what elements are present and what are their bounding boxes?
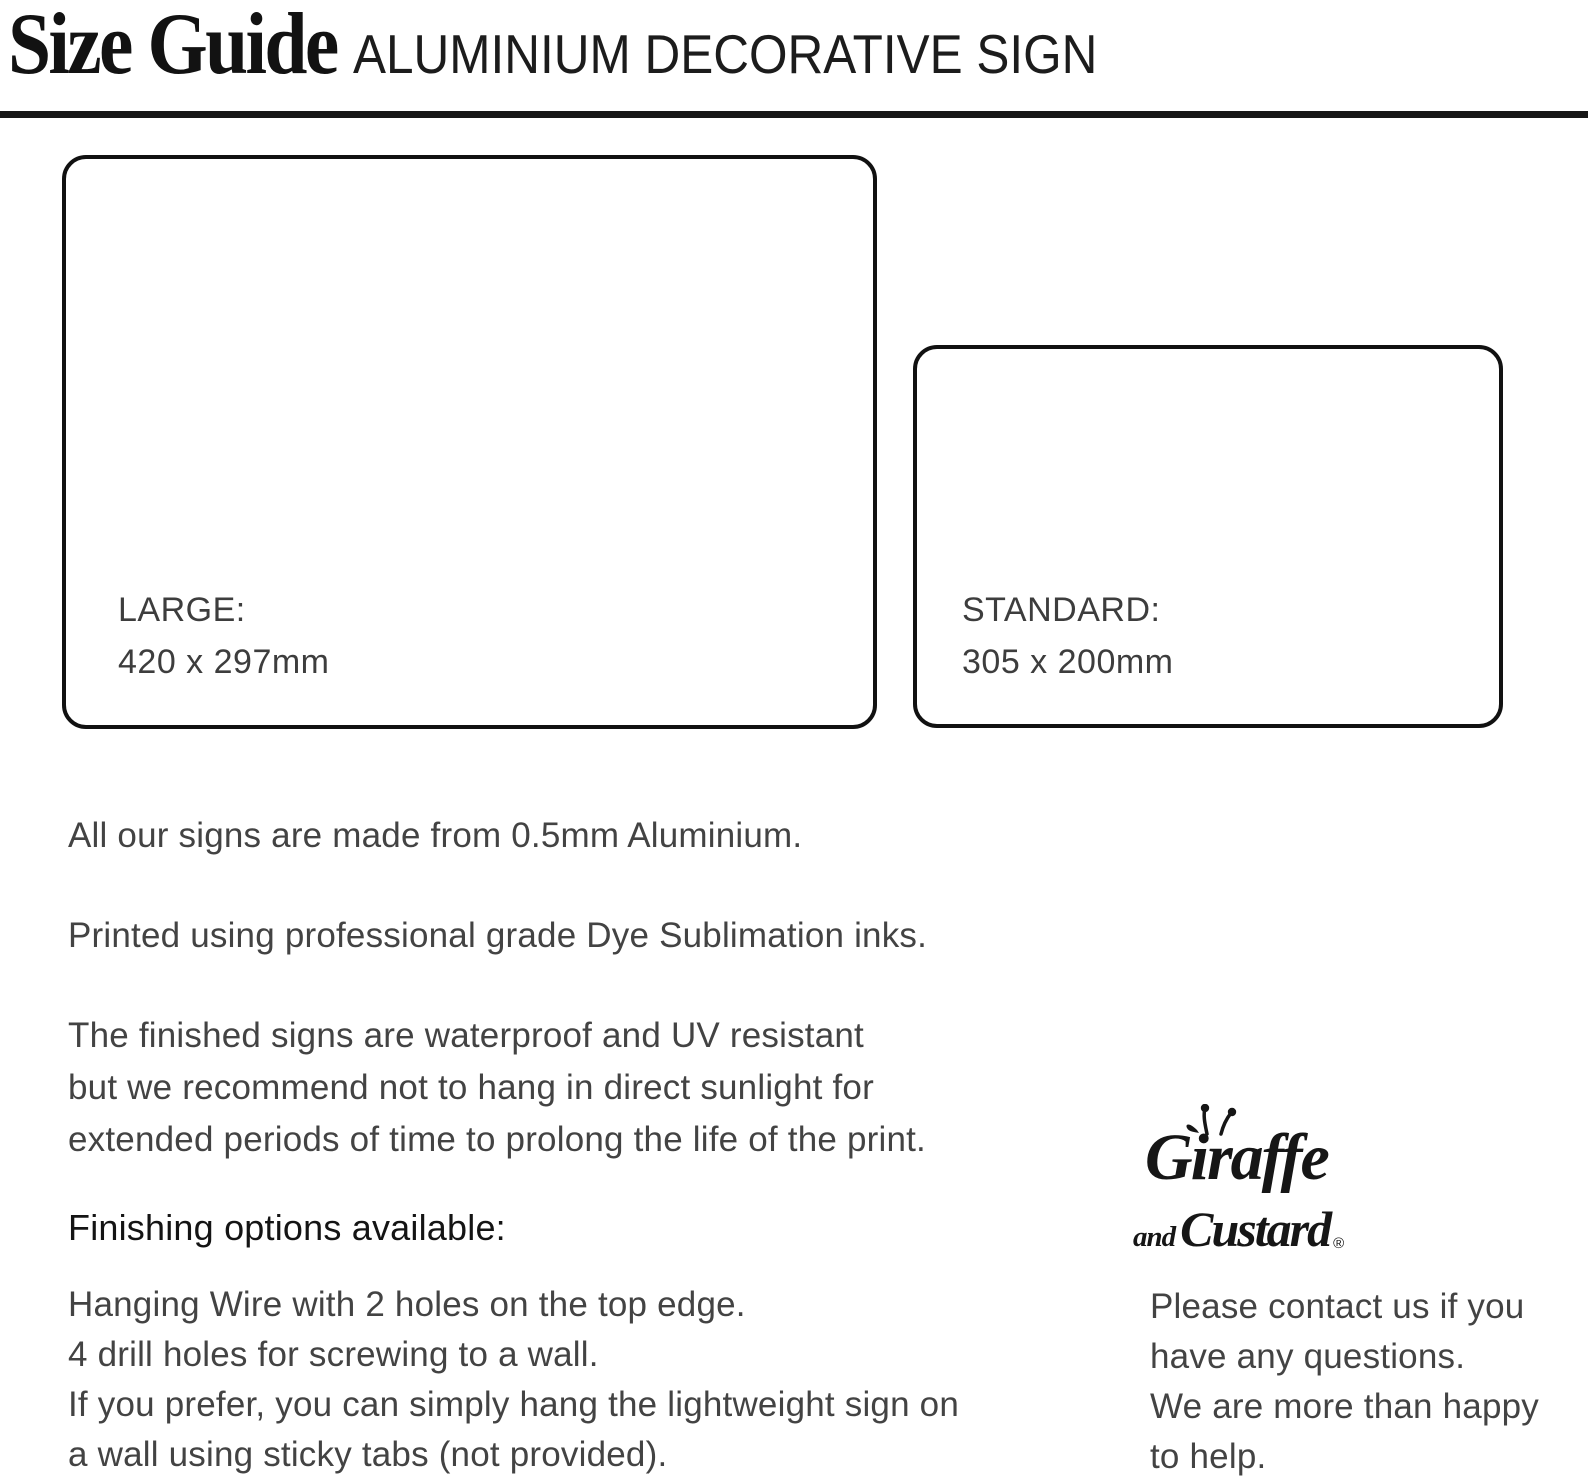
paragraph-durability-line3: extended periods of time to prolong the life of the print. xyxy=(68,1120,926,1159)
finishing-options-heading: Finishing options available: xyxy=(68,1207,506,1248)
size-label-large xyxy=(118,584,330,688)
size-label-standard xyxy=(962,584,1174,688)
paragraph-printing: Printed using professional grade Dye Sublimation inks. xyxy=(68,916,928,955)
size-dimensions-standard: 305 x 200mm xyxy=(962,643,1174,681)
paragraph-material: All our signs are made from 0.5mm Aluminium. xyxy=(68,816,803,855)
logo-text-custard: Custard xyxy=(1180,1201,1331,1257)
logo-text-and-custard xyxy=(1133,1200,1344,1258)
paragraph-durability-line2: but we recommend not to hang in direct sunlight for xyxy=(68,1068,874,1107)
contact-line2: have any questions. xyxy=(1150,1337,1466,1376)
finishing-option-sticky-tabs-line1: If you prefer, you can simply hang the lightweight sign on xyxy=(68,1385,960,1424)
header xyxy=(8,0,1180,95)
registered-trademark-symbol: ® xyxy=(1333,1235,1345,1252)
paragraph-durability xyxy=(68,1010,926,1166)
size-dimensions-large: 420 x 297mm xyxy=(118,643,330,681)
contact-line1: Please contact us if you xyxy=(1150,1287,1525,1326)
size-name-large: LARGE: xyxy=(118,591,246,629)
finishing-options-list xyxy=(68,1280,959,1477)
size-name-standard: STANDARD: xyxy=(962,591,1161,629)
logo-text-giraffe: Giraffe xyxy=(1145,1121,1328,1194)
finishing-option-drill-holes: 4 drill holes for screwing to a wall. xyxy=(68,1335,599,1374)
logo-text-and: and xyxy=(1133,1221,1176,1253)
page-subtitle: ALUMINIUM DECORATIVE SIGN xyxy=(353,23,1098,85)
size-diagram-large xyxy=(62,155,877,729)
brand-logo xyxy=(1133,1108,1379,1258)
size-diagram-standard xyxy=(913,345,1503,728)
finishing-option-hanging-wire: Hanging Wire with 2 holes on the top edge. xyxy=(68,1285,746,1324)
page-title: Size Guide xyxy=(8,0,337,93)
contact-line3: We are more than happy xyxy=(1150,1387,1539,1426)
finishing-option-sticky-tabs-line2: a wall using sticky tabs (not provided). xyxy=(68,1435,668,1474)
paragraph-durability-line1: The finished signs are waterproof and UV resistant xyxy=(68,1016,864,1055)
contact-line4: to help. xyxy=(1150,1437,1267,1476)
header-divider xyxy=(0,111,1588,118)
contact-note xyxy=(1150,1282,1539,1477)
